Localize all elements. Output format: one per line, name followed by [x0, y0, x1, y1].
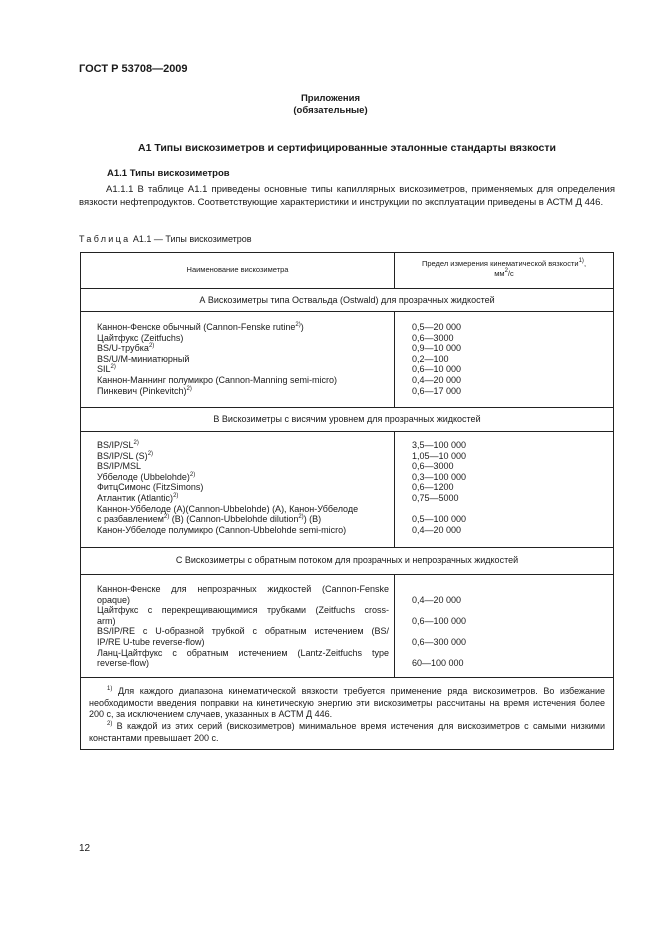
table-caption-prefix: Таблица — [79, 234, 131, 244]
viscosity-range: 0,6—1200 — [412, 482, 454, 493]
footnote-ref: 2) — [133, 440, 139, 446]
column-header-unit-end: /c — [507, 269, 514, 278]
viscosity-range: 0,6—3000 — [412, 332, 454, 343]
footnote-ref: 2) — [163, 514, 170, 521]
column-header-unit: мм — [494, 269, 505, 278]
table-rule — [81, 288, 613, 289]
group-a-title: А Вискозиметры типа Оствальда (Ostwald) для прозрачных жидкостей — [199, 295, 495, 305]
viscometer-name: Цайтфукс с перекрещивающимися трубками (Zeitfuchs cross- — [97, 605, 389, 616]
table-rule — [81, 431, 613, 432]
viscometer-name — [97, 504, 392, 515]
name-text: BS/IP/SL — [97, 440, 134, 450]
name-text: SIL — [97, 364, 111, 375]
group-a-ranges — [412, 322, 602, 396]
footnote-ref: 2) — [186, 385, 192, 392]
footnote-ref: 2) — [148, 343, 155, 350]
annex-subtitle: (обязательные) — [293, 105, 368, 116]
footnote-ref: 2) — [295, 322, 301, 328]
group-b-names — [97, 440, 392, 535]
name-text: Каннон-Фенске обычный (Cannon-Fenske rutine — [97, 322, 296, 332]
viscosity-range: 60—100 000 — [412, 658, 464, 669]
viscometer-name — [97, 461, 392, 472]
intro-paragraph — [79, 183, 615, 209]
viscometer-name: IP/RE U-tube reverse-flow) — [97, 636, 205, 647]
footnote-mark: 1) — [107, 686, 113, 692]
group-c-names — [97, 584, 389, 669]
name-text: Уббелоде (Ubbelohde) — [97, 471, 190, 482]
viscometer-table — [80, 252, 614, 750]
name-text: Пинкевич (Pinkevitch) — [97, 385, 187, 396]
column-divider — [394, 431, 395, 547]
viscometer-name: arm) — [97, 615, 116, 626]
viscosity-range: 0,6—100 000 — [412, 615, 467, 626]
footnote-text: В каждой из этих серий (вискозиметров) минимальное время истечения для вискозиметров с самыми низкими константами превышает 200 с. — [89, 721, 605, 743]
viscometer-name — [97, 386, 392, 397]
viscosity-range: 0,6—10 000 — [412, 364, 462, 375]
viscosity-range: 0,6—300 000 — [412, 636, 467, 647]
name-text: BS/IP/MSL — [97, 461, 142, 472]
viscosity-range: 0,3—100 000 — [412, 471, 467, 482]
table-rule — [81, 574, 613, 575]
footnote-ref: 2) — [147, 450, 154, 457]
name-text: ) (В) — [303, 514, 322, 525]
viscometer-name — [97, 525, 392, 536]
viscometer-name — [97, 493, 392, 504]
column-header-range-text: Предел измерения кинематической вязкости — [421, 259, 579, 268]
viscosity-range: 0,9—10 000 — [412, 343, 462, 354]
viscosity-range: 0,4—20 000 — [412, 374, 462, 385]
name-text: (В) (Cannon-Ubbelohde dilution — [169, 514, 299, 525]
viscometer-name — [97, 364, 392, 375]
viscometer-name — [97, 333, 392, 344]
section-title: А1 Типы вискозиметров и сертифицированные эталонные стандарты вязкости — [138, 142, 556, 154]
unit-exponent: 2 — [504, 268, 508, 274]
name-text: BS/U-трубка — [97, 343, 149, 354]
table-caption — [79, 234, 252, 244]
name-text: ) — [300, 322, 304, 332]
viscometer-name: opaque) — [97, 594, 131, 605]
viscosity-range: 0,4—20 000 — [412, 594, 462, 605]
viscosity-range — [412, 504, 602, 515]
viscosity-range: 1,05—10 000 — [412, 450, 467, 461]
viscometer-name — [97, 514, 392, 525]
viscometer-name — [97, 375, 392, 386]
viscometer-name — [97, 451, 392, 462]
footnote-1 — [89, 686, 605, 721]
viscometer-name — [97, 343, 392, 354]
viscometer-name: reverse-flow) — [97, 658, 150, 669]
document-code: ГОСТ Р 53708—2009 — [79, 63, 188, 75]
viscosity-range: 0,5—20 000 — [412, 322, 462, 332]
group-b-title: В Вискозиметры с висячим уровнем для прозрачных жидкостей — [213, 414, 481, 424]
annex-title: Приложения — [300, 93, 361, 104]
footnote-ref: 2) — [189, 471, 196, 478]
name-text: Цайтфукс (Zeitfuchs) — [97, 332, 184, 343]
column-divider — [394, 253, 395, 288]
name-text: Каннон-Уббелоде (А)(Cannon-Ubbelohde) (А), Канон-Уббелоде — [97, 503, 359, 514]
column-header-name: Наименование вискозиметра — [186, 265, 289, 274]
group-c-title: С Вискозиметры с обратным потоком для прозрачных и непрозрачных жидкостей — [175, 555, 519, 565]
viscometer-name: BS/IP/RE с U-образной трубкой с обратным истечением (BS/ — [97, 626, 389, 637]
column-divider — [394, 311, 395, 407]
viscosity-range: 0,75—5000 — [412, 492, 459, 503]
table-rule — [81, 311, 613, 312]
name-text: Каннон-Маннинг полумикро (Cannon-Manning semi-micro) — [97, 374, 338, 385]
footnote-mark: 2) — [107, 721, 113, 727]
footnote-2 — [89, 721, 605, 744]
viscosity-range: 0,6—3000 — [412, 461, 454, 472]
group-b-ranges — [412, 440, 602, 535]
viscosity-range: 0,4—20 000 — [412, 524, 462, 535]
table-rule — [81, 407, 613, 408]
footnote-ref: 2) — [298, 514, 304, 521]
group-a-names — [97, 322, 392, 396]
viscometer-name: Каннон-Фенске для непрозрачных жидкостей (Cannon-Fenske — [97, 584, 389, 594]
table-rule — [81, 677, 613, 678]
viscometer-name: Ланц-Цайтфукс с обратным истечением (Lantz-Zeitfuchs type — [97, 647, 389, 658]
name-text: BS/IP/SL (S) — [97, 450, 148, 461]
viscosity-range: 3,5—100 000 — [412, 440, 467, 450]
name-text: с разбавлением — [97, 514, 164, 525]
footnote-ref: 1) — [578, 258, 584, 264]
viscometer-name — [97, 472, 392, 483]
table-rule — [81, 547, 613, 548]
annex-heading — [0, 93, 661, 117]
footnote-ref: 2) — [110, 364, 116, 371]
viscosity-range: 0,6—17 000 — [412, 385, 462, 396]
name-text: ФитцСимонс (FitzSimons) — [97, 482, 204, 493]
table-caption-text: А1.1 — Типы вискозиметров — [130, 234, 252, 244]
name-text: BS/U/M-миниатюрный — [97, 353, 190, 364]
footnote-text: Для каждого диапазона кинематической вязкости требуется применение ряда вискозиметров. Во избежание необходимости введения поправки на кинетическую энергию эти вискозиметры рассчитаны на время истечения более 200 с, за исключением случаев, указанных в АСТМ Д 446. — [89, 686, 605, 719]
name-text: Канон-Уббелоде полумикро (Cannon-Ubbelohde semi-micro) — [97, 524, 347, 535]
subsection-title: А1.1 Типы вискозиметров — [107, 168, 230, 179]
group-c-ranges — [412, 595, 602, 669]
viscometer-name — [97, 354, 392, 365]
viscometer-name — [97, 322, 392, 333]
page-number: 12 — [79, 843, 91, 854]
column-header-range-comma: , — [583, 259, 587, 268]
footnote-ref: 2) — [173, 492, 179, 499]
intro-text: А1.1.1 В таблице А1.1 приведены основные типы капиллярных вискозиметров, применяемых для определения вязкости нефтепродуктов. Соответствующие характеристики и инструкции по эксплуатации приведены в АСТМ Д 446. — [79, 184, 615, 208]
viscosity-range: 0,5—100 000 — [412, 514, 467, 525]
name-text: Атлантик (Atlantic) — [97, 492, 174, 503]
column-divider — [394, 574, 395, 677]
viscometer-name — [97, 482, 392, 493]
column-header-range — [395, 259, 613, 279]
viscometer-name — [97, 440, 392, 451]
viscosity-range: 0,2—100 — [412, 353, 449, 364]
